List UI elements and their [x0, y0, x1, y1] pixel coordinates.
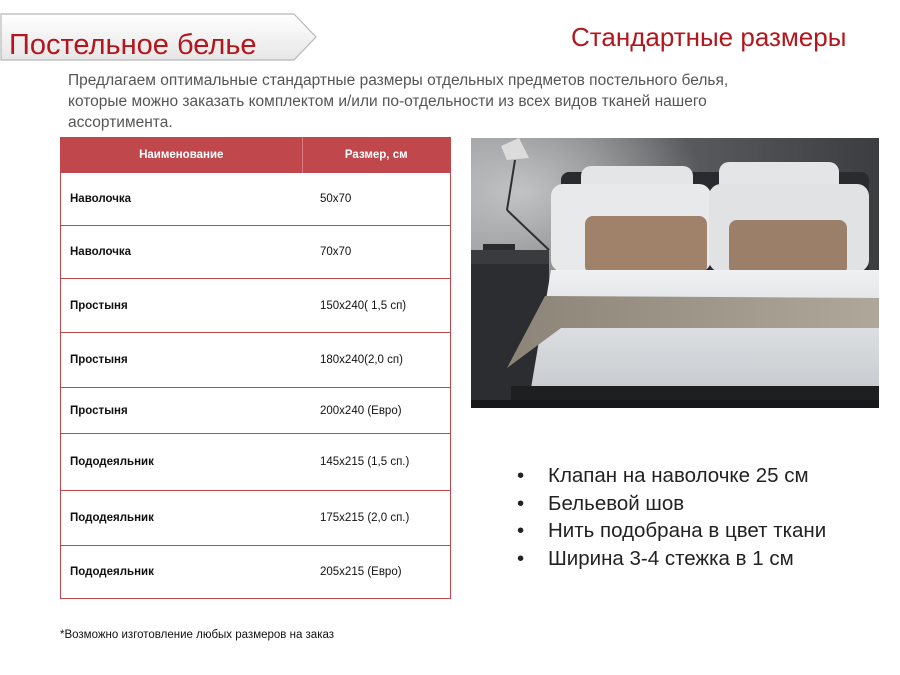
table-row	[61, 279, 451, 333]
list-item	[517, 545, 826, 573]
feature-text: Клапан на наволочке 25 см	[548, 464, 809, 487]
bed-photo	[471, 138, 879, 408]
table-row	[61, 226, 451, 279]
row-item-size: 180х240(2,0 сп)	[302, 333, 451, 388]
table-row	[61, 491, 451, 546]
row-item-size: 145х215 (1,5 сп.)	[302, 434, 451, 491]
feature-text: Нить подобрана в цвет ткани	[548, 519, 827, 542]
feature-text: Бельевой шов	[548, 491, 685, 515]
row-item-name: Простыня	[61, 279, 303, 333]
row-item-size: 50х70	[302, 173, 451, 226]
column-header-name: Наименование	[61, 138, 303, 173]
features-list	[517, 462, 826, 572]
row-item-size: 70х70	[302, 226, 451, 279]
page-subtitle: Стандартные размеры	[571, 22, 847, 52]
row-item-size: 175х215 (2,0 сп.)	[302, 491, 451, 546]
bullet-icon: •	[517, 546, 525, 570]
list-item	[517, 490, 826, 518]
table-row	[61, 333, 451, 388]
row-item-name: Простыня	[61, 333, 303, 388]
footnote: *Возможно изготовление любых размеров на заказ	[60, 629, 335, 641]
bullet-icon: •	[517, 464, 525, 487]
row-item-name: Простыня	[61, 388, 303, 434]
table-row	[61, 434, 451, 491]
row-item-name: Наволочка	[61, 226, 303, 279]
title-tab	[0, 13, 318, 61]
table-row	[61, 388, 451, 434]
row-item-size: 200х240 (Евро)	[302, 388, 451, 434]
table-row	[61, 546, 451, 599]
sizes-table	[60, 137, 451, 599]
feature-text: Ширина 3-4 стежка в 1 см	[548, 546, 794, 570]
list-item	[517, 517, 826, 545]
row-item-size: 205х215 (Евро)	[302, 546, 451, 599]
intro-paragraph: Предлагаем оптимальные стандартные размеры отдельных предметов постельного белья, которые можно заказать комплектом и/или по-отдельности из всех видов тканей нашего ассортимента.	[68, 72, 729, 131]
column-header-size: Размер, см	[302, 138, 451, 173]
row-item-name: Пододеяльник	[61, 546, 303, 599]
page-title: Постельное белье	[9, 29, 257, 61]
table-header-row	[61, 138, 451, 173]
bullet-icon: •	[517, 491, 525, 515]
table-row	[61, 173, 451, 226]
row-item-name: Пододеяльник	[61, 434, 303, 491]
list-item	[517, 462, 826, 490]
bullet-icon: •	[517, 519, 525, 542]
row-item-name: Пододеяльник	[61, 491, 303, 546]
row-item-name: Наволочка	[61, 173, 303, 226]
row-item-size: 150х240( 1,5 сп)	[302, 279, 451, 333]
